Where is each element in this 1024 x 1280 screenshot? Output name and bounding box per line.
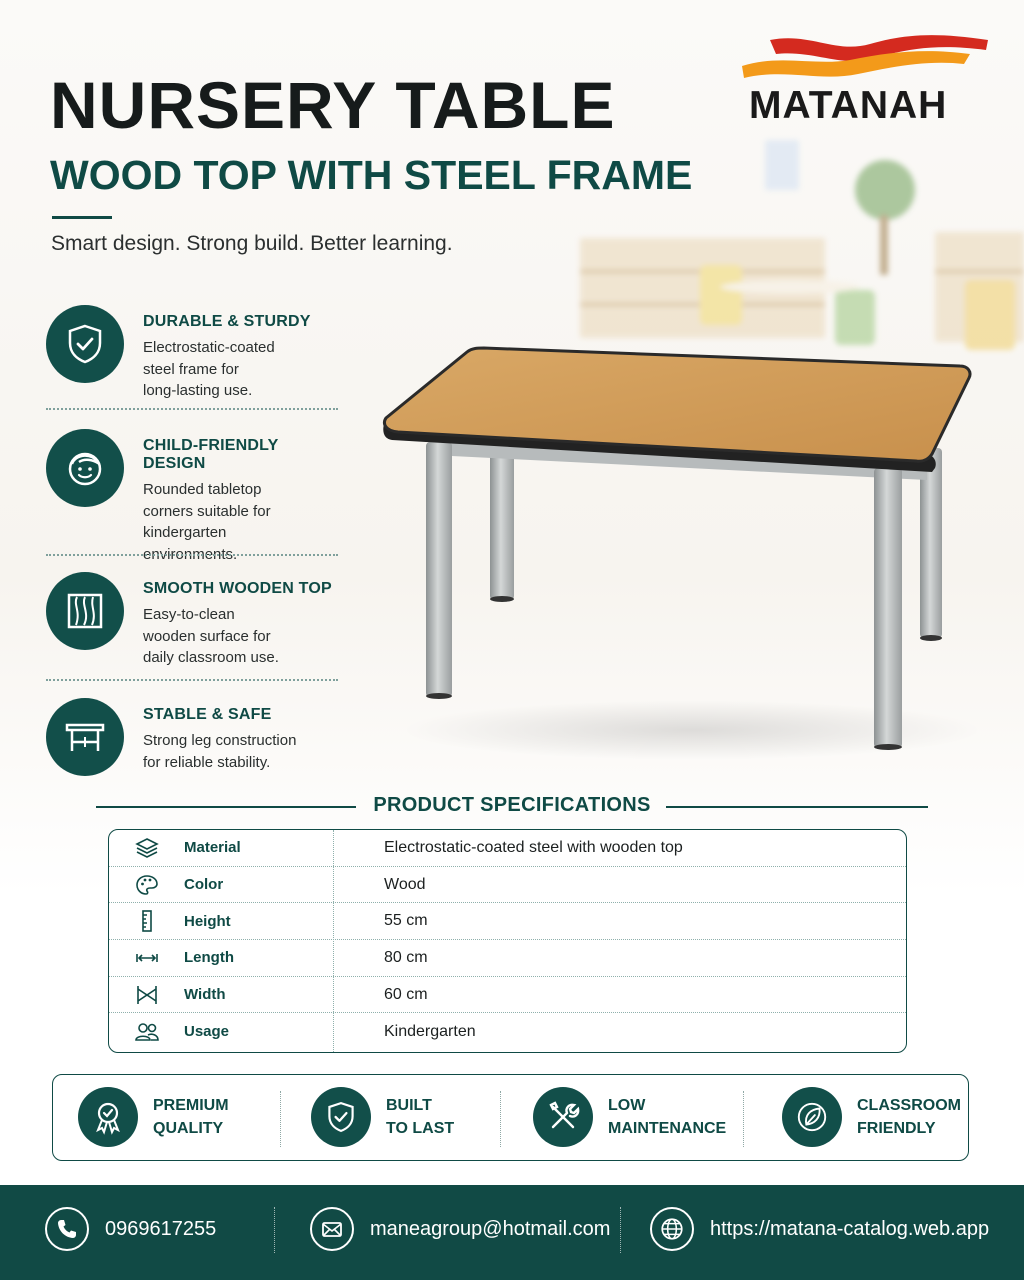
tools-icon bbox=[533, 1087, 593, 1147]
feature-wooden-top bbox=[46, 572, 332, 669]
email-address[interactable]: maneagroup@hotmail.com bbox=[370, 1217, 611, 1240]
layers-icon bbox=[109, 836, 184, 860]
badges-bar bbox=[52, 1074, 969, 1161]
divider bbox=[46, 554, 338, 556]
table-row bbox=[109, 903, 906, 940]
phone-number[interactable]: 0969617255 bbox=[105, 1217, 217, 1240]
feature-durable bbox=[46, 305, 311, 402]
spec-key: Usage bbox=[184, 1023, 230, 1041]
palette-icon bbox=[109, 873, 184, 897]
specs-heading bbox=[96, 792, 928, 822]
tagline: Smart design. Strong build. Better learning. bbox=[51, 232, 453, 255]
website-link[interactable]: https://matana-catalog.web.app bbox=[710, 1217, 990, 1240]
feature-title: CHILD-FRIENDLY DESIGN bbox=[143, 437, 279, 472]
spec-value: 55 cm bbox=[384, 912, 428, 930]
badge-label: FRIENDLY bbox=[857, 1120, 936, 1137]
feature-title: STABLE & SAFE bbox=[143, 706, 272, 723]
table-icon bbox=[46, 698, 124, 776]
users-icon bbox=[109, 1020, 184, 1044]
width-icon bbox=[109, 983, 184, 1007]
badge-label: TO LAST bbox=[386, 1120, 455, 1137]
shield-check-icon bbox=[311, 1087, 371, 1147]
badge-label: CLASSROOM bbox=[857, 1097, 961, 1114]
spec-value: Kindergarten bbox=[384, 1022, 476, 1040]
length-arrow-icon bbox=[109, 946, 184, 970]
phone-icon bbox=[45, 1207, 89, 1251]
spec-key: Color bbox=[184, 876, 224, 894]
feature-child-friendly bbox=[46, 429, 338, 565]
child-face-icon bbox=[46, 429, 124, 507]
table-row bbox=[109, 867, 906, 904]
badge-built-to-last bbox=[311, 1087, 454, 1147]
divider bbox=[46, 408, 338, 410]
brand-logo-text: MATANAH bbox=[749, 84, 948, 127]
badge-premium-quality bbox=[78, 1087, 229, 1147]
contact-phone[interactable] bbox=[45, 1207, 216, 1251]
page-subtitle: WOOD TOP WITH STEEL FRAME bbox=[50, 152, 693, 198]
table-row bbox=[109, 1013, 906, 1050]
contact-email[interactable] bbox=[310, 1207, 610, 1251]
shield-check-icon bbox=[46, 305, 124, 383]
feature-desc: Rounded tabletop corners suitable for kindergarten environments. bbox=[143, 481, 271, 563]
spec-key: Width bbox=[184, 986, 226, 1004]
feature-desc: Strong leg construction for reliable stability. bbox=[143, 732, 297, 771]
badge-label: BUILT bbox=[386, 1097, 432, 1114]
divider bbox=[46, 679, 338, 681]
spec-key: Material bbox=[184, 839, 241, 857]
table-row bbox=[109, 830, 906, 867]
feature-title: DURABLE & STURDY bbox=[143, 313, 311, 330]
specs-title: PRODUCT SPECIFICATIONS bbox=[373, 794, 651, 816]
product-table-image bbox=[372, 330, 992, 770]
page-title: NURSERY TABLE bbox=[50, 68, 616, 142]
award-ribbon-icon bbox=[78, 1087, 138, 1147]
badge-label: MAINTENANCE bbox=[608, 1120, 727, 1137]
badge-label: LOW bbox=[608, 1097, 646, 1114]
feature-stable bbox=[46, 698, 296, 776]
feature-desc: Easy-to-clean wooden surface for daily classroom use. bbox=[143, 606, 279, 666]
contact-website[interactable] bbox=[650, 1207, 989, 1251]
table-row bbox=[109, 977, 906, 1014]
feature-title: SMOOTH WOODEN TOP bbox=[143, 580, 332, 597]
badge-low-maintenance bbox=[533, 1087, 726, 1147]
spec-value: 80 cm bbox=[384, 948, 428, 966]
badge-label: PREMIUM bbox=[153, 1097, 229, 1114]
mail-icon bbox=[310, 1207, 354, 1251]
spec-value: Wood bbox=[384, 875, 426, 893]
leaf-icon bbox=[782, 1087, 842, 1147]
ruler-icon bbox=[109, 909, 184, 933]
table-row bbox=[109, 940, 906, 977]
spec-key: Height bbox=[184, 912, 231, 930]
spec-key: Length bbox=[184, 949, 234, 967]
globe-icon bbox=[650, 1207, 694, 1251]
feature-desc: Electrostatic-coated steel frame for long-lasting use. bbox=[143, 339, 275, 399]
badge-label: QUALITY bbox=[153, 1120, 224, 1137]
spec-value: Electrostatic-coated steel with wooden top bbox=[384, 838, 683, 856]
title-underline bbox=[52, 216, 112, 219]
badge-classroom-friendly bbox=[782, 1087, 961, 1147]
specs-table bbox=[108, 829, 907, 1053]
wood-grain-icon bbox=[46, 572, 124, 650]
contact-footer bbox=[0, 1185, 1024, 1280]
spec-value: 60 cm bbox=[384, 985, 428, 1003]
